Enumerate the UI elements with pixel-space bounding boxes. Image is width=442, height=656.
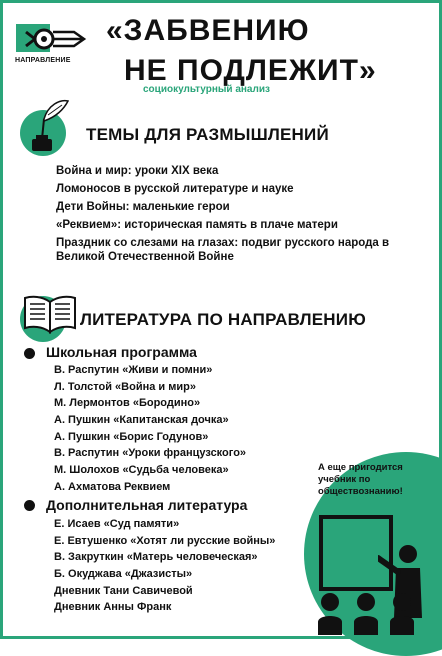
themes-list bbox=[56, 164, 426, 268]
bullet-dot bbox=[24, 348, 35, 359]
list-item: М. Лермонтов «Бородино» bbox=[54, 397, 201, 410]
theme-item: Дети Войны: маленькие герои bbox=[56, 201, 230, 213]
pen-nib-icon bbox=[22, 24, 88, 54]
theme-item: Ломоносов в русской литературе и науке bbox=[56, 183, 294, 195]
extra-literature-list bbox=[54, 516, 275, 616]
list-item: Л. Толстой «Война и мир» bbox=[54, 380, 196, 393]
list-item: В. Распутин «Живи и помни» bbox=[54, 364, 213, 376]
list-item: А. Пушкин «Капитанская дочка» bbox=[54, 414, 229, 427]
list-item: Б. Окуджава «Джазисты» bbox=[54, 568, 193, 581]
note-text: А еще пригодится учебник по обществознанию! bbox=[318, 462, 403, 497]
themes-heading: ТЕМЫ ДЛЯ РАЗМЫШЛЕНИЙ bbox=[86, 125, 329, 144]
theme-item: Праздник со слезами на глазах: подвиг русского народа в Великой Отечественной Войне bbox=[56, 237, 390, 263]
school-program-heading: Школьная программа bbox=[46, 344, 197, 360]
list-item: А. Пушкин «Борис Годунов» bbox=[54, 430, 209, 443]
page-subtitle: социокультурный анализ bbox=[143, 84, 270, 95]
open-book-icon bbox=[22, 292, 78, 336]
extra-literature-heading: Дополнительная литература bbox=[46, 497, 248, 513]
page-title-line-2: НЕ ПОДЛЕЖИТ» bbox=[124, 54, 377, 87]
list-item: В. Закруткин «Матерь человеческая» bbox=[54, 551, 258, 564]
school-program-list bbox=[54, 362, 246, 496]
list-item: Е. Евтушенко «Хотят ли русские войны» bbox=[54, 534, 276, 547]
students-icon bbox=[316, 590, 436, 635]
list-item: Е. Исаев «Суд памяти» bbox=[54, 518, 180, 530]
list-item: Дневник Анны Франк bbox=[54, 601, 172, 614]
bullet-dot bbox=[24, 500, 35, 511]
page-title-line-1: «ЗАБВЕНИЮ bbox=[106, 14, 310, 47]
theme-item: Война и мир: уроки XIX века bbox=[56, 165, 219, 177]
list-item: В. Распутин «Уроки французского» bbox=[54, 447, 247, 460]
literature-heading: ЛИТЕРАТУРА ПО НАПРАВЛЕНИЮ bbox=[80, 310, 366, 329]
inkwell-quill-icon bbox=[18, 95, 78, 157]
logo-caption: НАПРАВЛЕНИЕ bbox=[15, 57, 71, 64]
theme-item: «Реквием»: историческая память в плаче матери bbox=[56, 219, 338, 231]
list-item: А. Ахматова Реквием bbox=[54, 480, 171, 493]
list-item: М. Шолохов «Судьба человека» bbox=[54, 464, 229, 477]
list-item: Дневник Тани Савичевой bbox=[54, 584, 193, 597]
